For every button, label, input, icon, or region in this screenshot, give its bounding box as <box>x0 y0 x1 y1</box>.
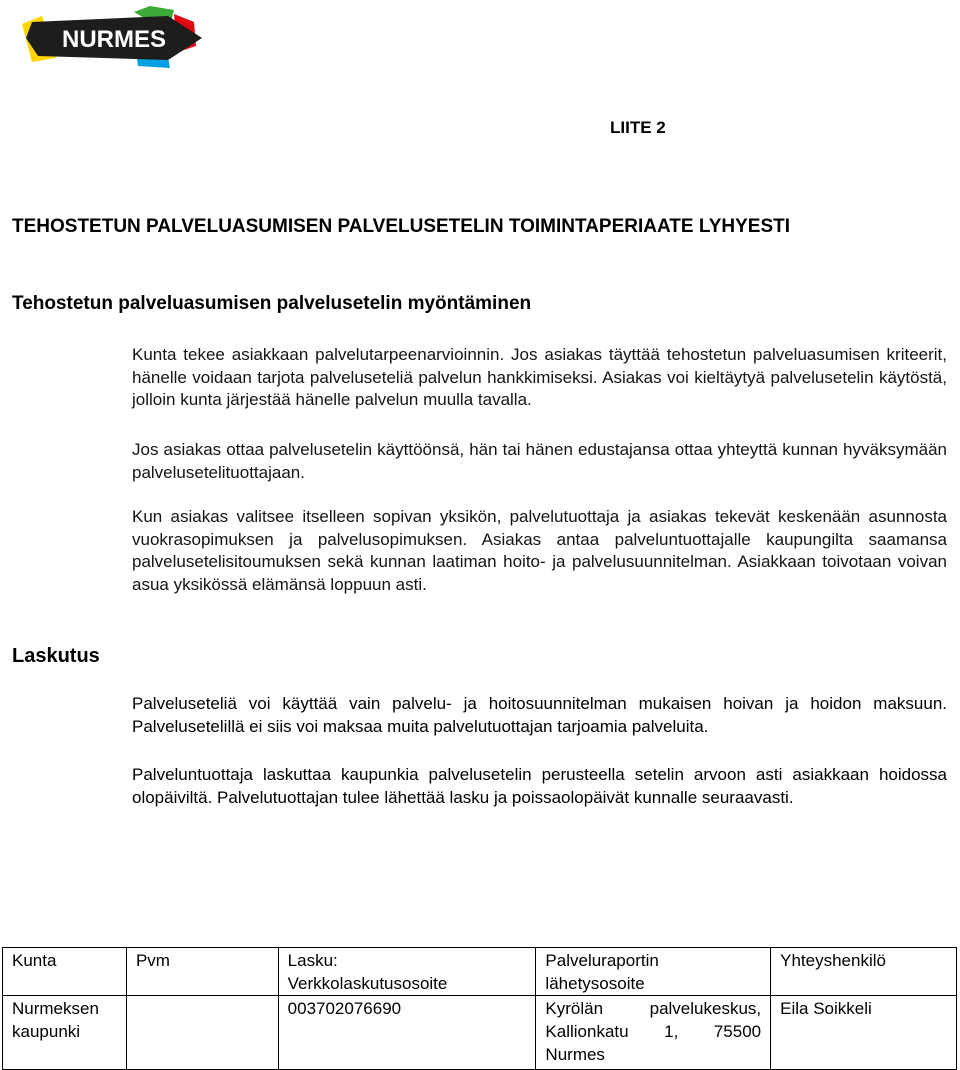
cell-kunta-value: Nurmeksen kaupunki <box>3 996 127 1070</box>
header-cell-lasku: Lasku: Verkkolaskutusosoite <box>278 948 536 996</box>
billing-paragraph-1: Palveluseteliä voi käyttää vain palvelu- ja hoitosuunnitelman mukaisen hoivan ja hoidon maksuun. Palvelusetelillä ei siis voi maksaa muita palvelutuottajan tarjoamia palveluita. <box>132 694 947 736</box>
table-row <box>3 996 957 1070</box>
document-title: TEHOSTETUN PALVELUASUMISEN PALVELUSETELIN TOIMINTAPERIAATE LYHYESTI <box>12 216 790 237</box>
header-cell-yhteyshenkilo: Yhteyshenkilö <box>771 948 957 996</box>
table-header-row <box>3 948 957 996</box>
granting-paragraph-2: Jos asiakas ottaa palvelusetelin käyttöönsä, hän tai hänen edustajansa ottaa yhteyttä kunnan hyväksymään palvelusetelituottajaan. <box>132 440 947 482</box>
invoice-address-table <box>2 947 957 1070</box>
logo-wordmark: NURMES <box>61 26 167 53</box>
cell-pvm-value <box>126 996 278 1070</box>
nurmes-logo <box>18 2 208 70</box>
cell-yhteyshenkilo-value: Eila Soikkeli <box>771 996 957 1070</box>
granting-paragraph-3: Kun asiakas valitsee itselleen sopivan yksikön, palvelutuottaja ja asiakas tekevät keskenään asunnosta vuokrasopimuksen ja palvelusopimuksen. Asiakas antaa palveluntuottajalle kaupungilta saamansa palvelusetelisitoumuksen sekä kunnan laatiman hoito- ja palvelusuunnitelman. Asiakkaan toivotaan voivan asua yksikössä elämänsä loppuun asti. <box>132 507 947 594</box>
header-cell-pvm: Pvm <box>126 948 278 996</box>
cell-palveluraportti-value: Kyrölän palvelukeskus, Kallionkatu 1, 75500 Nurmes <box>536 996 771 1070</box>
header-cell-kunta: Kunta <box>3 948 127 996</box>
granting-paragraph-1: Kunta tekee asiakkaan palvelutarpeenarvioinnin. Jos asiakas täyttää tehostetun palveluasumisen kriteerit, hänelle voidaan tarjota palveluseteliä palvelun hankkimiseksi. Asiakas voi kieltäytyä palvelusetelin käytöstä, jolloin kunta järjestää hänelle palvelun muulla tavalla. <box>132 345 947 409</box>
header-cell-palveluraportti: Palveluraportin lähetysosoite <box>536 948 771 996</box>
cell-lasku-value: 003702076690 <box>278 996 536 1070</box>
appendix-label: LIITE 2 <box>610 118 666 137</box>
billing-heading: Laskutus <box>12 645 100 667</box>
billing-paragraph-2: Palveluntuottaja laskuttaa kaupunkia palvelusetelin perusteella setelin arvoon asti asiakkaan hoidossa olopäiviltä. Palvelutuottajan tulee lähettää lasku ja poissaolopäivät kunnalle seuraavasti. <box>132 765 947 807</box>
section-subtitle: Tehostetun palveluasumisen palvelusetelin myöntäminen <box>12 293 532 314</box>
